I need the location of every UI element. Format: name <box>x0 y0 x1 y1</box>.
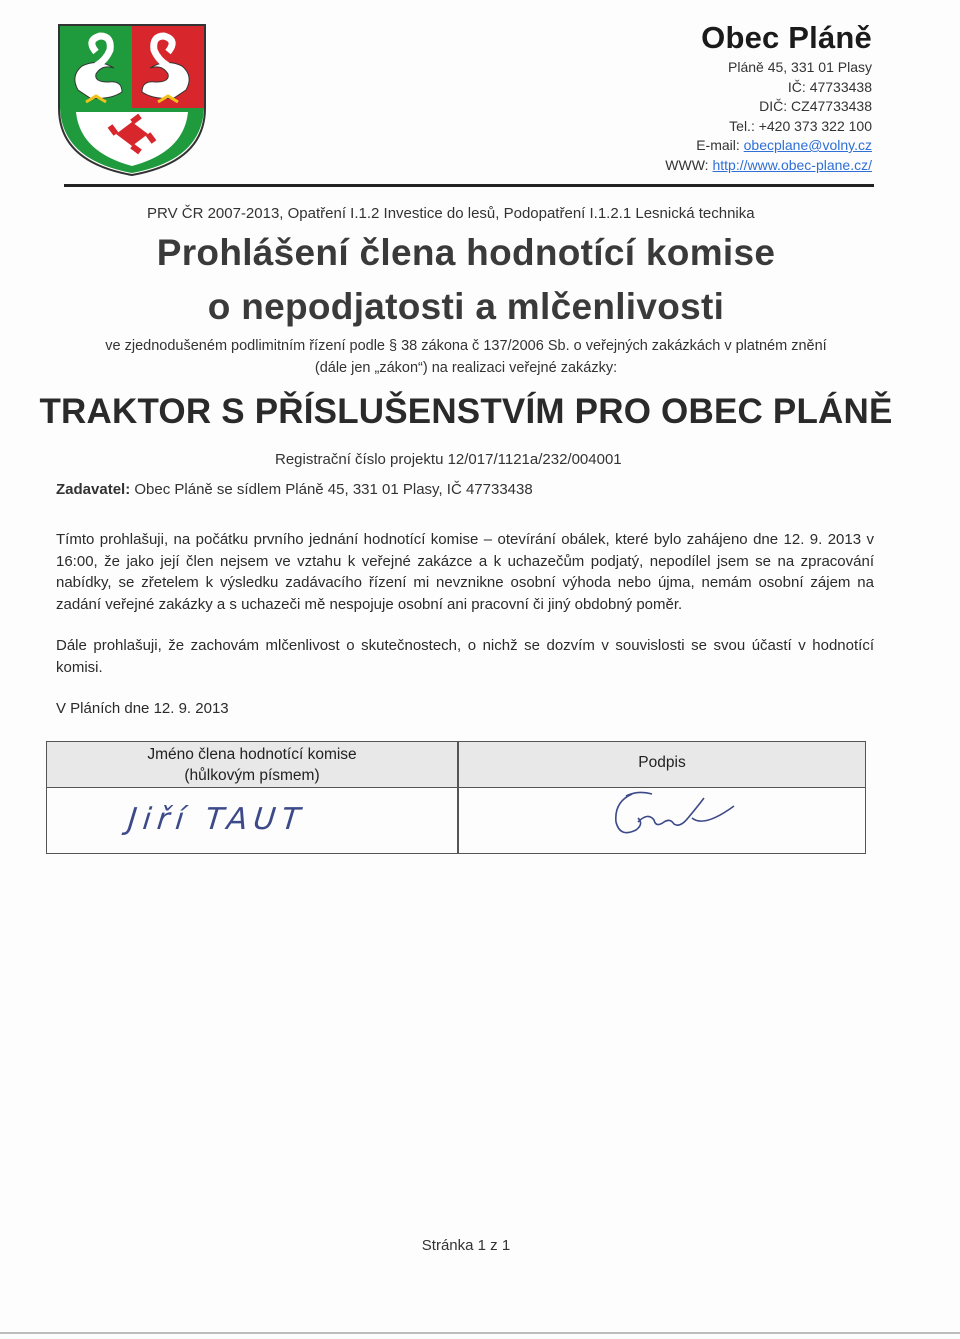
column-header-name <box>47 744 457 786</box>
signature-table <box>46 741 866 854</box>
column-header-signature: Podpis <box>638 754 686 771</box>
ic-number: IČ: 47733438 <box>787 78 872 95</box>
telephone: Tel.: +420 373 322 100 <box>729 117 872 134</box>
coat-of-arms-logo <box>56 22 208 178</box>
place-and-date: V Pláních dne 12. 9. 2013 <box>56 700 229 717</box>
confidentiality-paragraph: Dále prohlašuji, že zachovám mlčenlivost o skutečnostech, o nichž se dozvím v souvislosti se svou účastí v hodnotící komisi. <box>56 637 874 676</box>
email-label: E-mail: <box>696 137 740 153</box>
contracting-authority <box>56 481 533 498</box>
subtitle-line2: (dále jen „zákon“) na realizaci veřejné zakázky: <box>314 360 618 376</box>
column-header-name-line1: Jméno člena hodnotící komise <box>147 746 357 763</box>
declaration-paragraph: Tímto prohlašuji, na počátku prvního jednání hodnotící komise – otevírání obálek, které bylo zahájeno dne 12. 9. 2013 v 16:00, že jako její člen nejsem ve vztahu k veřejné zakázce a k uchazečům podjatý, nepodílel jsem se na zpracování nabídky, se zřetelem k výsledku zadávacího řízení mi nevznikne osobní výhoda nebo újma, nemám osobní zájem na zadání veřejné zakázky a s uchazeči mě nespojuje osobní ani pracovní či jiný obdobný poměr. <box>56 531 874 613</box>
municipality-name: Obec Pláně <box>701 20 872 55</box>
subtitle-line1: ve zjednodušeném podlimitním řízení podle § 38 zákona č 137/2006 Sb. o veřejných zakázkách v platném znění <box>105 338 827 354</box>
registration-number: Registrační číslo projektu 12/017/1121a/232/004001 <box>275 451 622 468</box>
program-line: PRV ČR 2007-2013, Opatření I.1.2 Investice do lesů, Podopatření I.1.2.1 Lesnická technika <box>147 205 755 222</box>
scan-edge-line <box>0 1332 960 1334</box>
document-title-line1: Prohlášení člena hodnotící komise <box>156 232 776 273</box>
handwritten-member-name: Jiří TAUT <box>126 802 308 837</box>
website-link[interactable]: http://www.obec-plane.cz/ <box>712 156 872 173</box>
address: Pláně 45, 331 01 Plasy <box>728 59 872 75</box>
column-header-name-line2: (hůlkovým písmem) <box>184 767 320 784</box>
header-divider <box>64 184 874 187</box>
document-title-line2: o nepodjatosti a mlčenlivosti <box>207 286 725 327</box>
website-label: WWW: <box>665 156 709 173</box>
municipality-header <box>665 18 872 175</box>
handwritten-signature <box>608 788 740 844</box>
email-link[interactable]: obecplane@volny.cz <box>743 137 872 153</box>
dic-number: DIČ: CZ47733438 <box>759 98 872 114</box>
website-line <box>665 156 872 176</box>
zadavatel-label: Zadavatel: <box>56 481 131 498</box>
zadavatel-text: Obec Pláně se sídlem Pláně 45, 331 01 Plasy, IČ 47733438 <box>130 481 533 498</box>
page-number: Stránka 1 z 1 <box>421 1237 511 1254</box>
email-line <box>665 136 872 156</box>
project-title: TRAKTOR S PŘÍSLUŠENSTVÍM PRO OBEC PLÁNĚ <box>39 392 893 431</box>
